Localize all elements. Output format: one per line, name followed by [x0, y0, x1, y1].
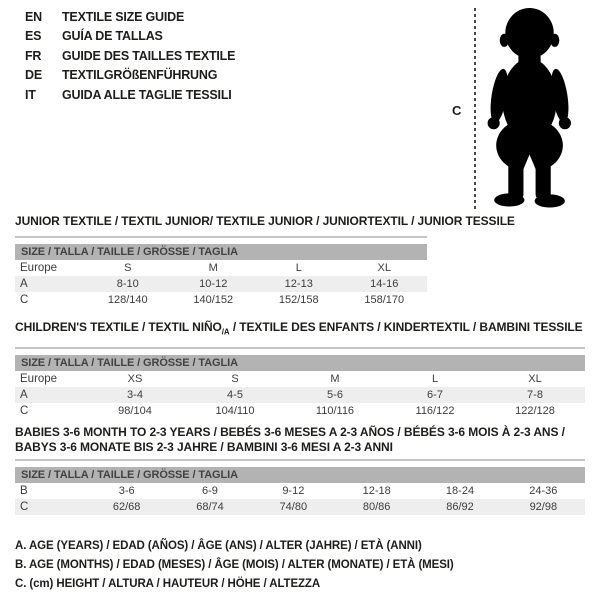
baby-silhouette-icon — [479, 6, 575, 210]
value-cell: 116/122 — [415, 405, 455, 418]
value-cell: 9-12 — [282, 485, 305, 497]
junior-row-age — [15, 276, 427, 292]
value-cell: 3-6 — [118, 485, 135, 497]
value-cell: 92/98 — [529, 501, 558, 513]
value-cell: 10-12 — [199, 278, 228, 290]
value-cell: 110/116 — [315, 405, 355, 418]
lang-row-es — [25, 27, 235, 46]
note-age-years: A. AGE (YEARS) / EDAD (AÑOS) / ÂGE (ANS) / ALTER (JAHRE) / ETÀ (ANNI) — [15, 540, 422, 552]
note-age-months: B. AGE (MONTHS) / EDAD (MESES) / ÂGE (MOIS) / ALTER (MONATE) / ETÀ (MESI) — [15, 559, 454, 571]
value-cell: 7-8 — [527, 389, 543, 402]
value-cell: 62/68 — [112, 501, 141, 513]
table-top-rule — [15, 236, 427, 238]
section-junior — [15, 214, 515, 308]
section-junior-heading: JUNIOR TEXTILE / TEXTIL JUNIOR/ TEXTILE JUNIOR / JUNIORTEXTIL / JUNIOR TESSILE — [15, 214, 515, 228]
size-cell: S — [231, 373, 239, 386]
section-children — [15, 320, 585, 419]
value-cell: 122/128 — [515, 405, 555, 418]
row-label: C — [20, 405, 29, 418]
height-figure — [440, 0, 600, 220]
value-cell: 140/152 — [193, 294, 234, 306]
value-cell: 6-7 — [427, 389, 443, 402]
value-cell: 12-13 — [284, 278, 313, 290]
lang-title: GUIDE DES TAILLES TEXTILE — [62, 48, 236, 63]
lang-title: TEXTILE SIZE GUIDE — [62, 10, 185, 24]
size-cell: M — [330, 373, 340, 386]
row-label: B — [20, 485, 28, 497]
row-label: A — [20, 389, 28, 402]
row-label: Europe — [20, 373, 58, 386]
value-cell: 5-6 — [327, 389, 343, 402]
value-cell: 86/92 — [446, 501, 474, 513]
value-cell: 24-36 — [529, 485, 558, 497]
table-top-rule — [15, 347, 585, 349]
lang-title: GUÍA DE TALLAS — [62, 29, 163, 44]
value-cell: 14-16 — [370, 278, 399, 290]
heading-text: CHILDREN'S TEXTILE / TEXTIL NIÑO — [15, 320, 222, 334]
children-table-header: SIZE / TALLA / TAILLE / GRÖSSE / TAGLIA — [15, 355, 585, 371]
value-cell: 8-10 — [116, 278, 139, 290]
lang-code: DE — [25, 68, 42, 83]
legend-notes — [15, 537, 454, 594]
value-cell: 152/158 — [278, 294, 319, 306]
value-cell: 74/80 — [279, 501, 308, 513]
junior-row-height — [15, 292, 427, 308]
section-babies-heading — [15, 425, 585, 455]
children-row-height — [15, 403, 585, 419]
babies-table-header: SIZE / TALLA / TAILLE / GRÖSSE / TAGLIA — [15, 467, 585, 483]
value-cell: 12-18 — [362, 485, 391, 497]
value-cell: 80/86 — [362, 501, 391, 513]
value-cell: 68/74 — [196, 501, 224, 513]
lang-row-fr — [25, 47, 235, 66]
heading-text: / TEXTILE DES ENFANTS / KINDERTEXTIL / BAMBINI TESSILE — [229, 320, 583, 334]
heading-subscript: /A — [221, 327, 230, 337]
size-cell: XL — [528, 373, 542, 386]
size-cell: S — [124, 262, 132, 274]
table-top-rule — [15, 459, 585, 461]
junior-table-header: SIZE / TALLA / TAILLE / GRÖSSE / TAGLIA — [15, 244, 427, 260]
size-cell: L — [295, 262, 302, 274]
section-babies — [15, 425, 585, 515]
row-label: C — [20, 501, 29, 513]
heading-line-2: BABYS 3-6 MONATE BIS 2-3 JAHRE / BAMBINI 3-6 MESI A 2-3 ANNI — [15, 440, 393, 454]
value-cell: 18-24 — [445, 485, 475, 497]
children-row-europe — [15, 371, 585, 387]
row-label: Europe — [20, 262, 58, 274]
lang-code: IT — [25, 87, 36, 102]
lang-row-de — [25, 66, 235, 85]
row-label: A — [20, 278, 28, 290]
height-marker-label: C — [452, 103, 462, 118]
note-height-cm: C. (cm) HEIGHT / ALTURA / HAUTEUR / HÖHE / ALTEZZA — [15, 578, 321, 590]
lang-code: ES — [25, 29, 42, 44]
row-label: C — [20, 294, 29, 306]
babies-row-months — [15, 483, 585, 499]
value-cell: 6-9 — [202, 485, 218, 497]
lang-code: EN — [25, 10, 42, 24]
section-children-heading — [15, 320, 585, 339]
lang-code: FR — [25, 48, 42, 63]
size-cell: XL — [377, 262, 391, 274]
lang-title: GUIDA ALLE TAGLIE TESSILI — [62, 87, 232, 102]
value-cell: 158/170 — [364, 294, 405, 306]
lang-row-it — [25, 86, 235, 105]
value-cell: 3-4 — [127, 389, 143, 402]
language-title-list — [25, 8, 235, 105]
value-cell: 128/140 — [107, 294, 148, 306]
value-cell: 104/110 — [215, 405, 255, 418]
value-cell: 98/104 — [118, 405, 152, 418]
children-row-age — [15, 387, 585, 403]
lang-row-en — [25, 8, 235, 27]
lang-title: TEXTILGRÖßENFÜHRUNG — [62, 68, 218, 83]
heading-line-1: BABIES 3-6 MONTH TO 2-3 YEARS / BEBÉS 3-6 MESES A 2-3 AÑOS / BÉBÉS 3-6 MOIS À 2-3 ANS / — [15, 425, 565, 439]
junior-row-europe — [15, 260, 427, 276]
size-cell: M — [208, 262, 218, 274]
size-cell: L — [431, 373, 439, 386]
height-marker-dotted-line — [474, 8, 476, 210]
size-cell: XS — [127, 373, 143, 386]
value-cell: 4-5 — [227, 389, 243, 402]
babies-row-height — [15, 499, 585, 515]
